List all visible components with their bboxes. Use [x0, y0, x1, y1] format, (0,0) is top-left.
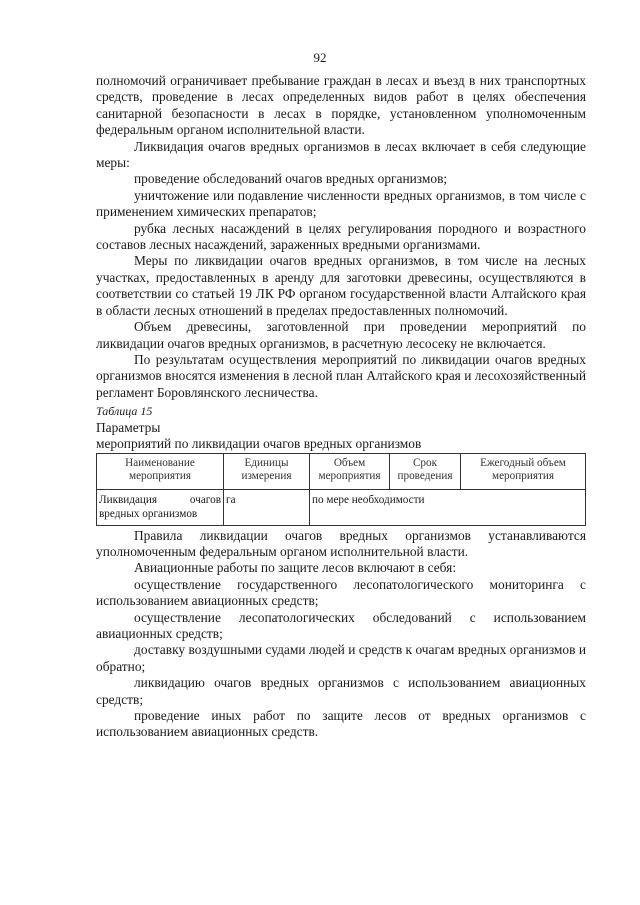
list-item: ликвидацию очагов вредных организмов с использованием авиационных средств;	[96, 675, 586, 707]
document-body	[96, 73, 586, 741]
table-row	[97, 489, 586, 525]
cell-name: Ликвидация очагов вредных организмов	[97, 489, 224, 525]
paragraphs-after	[96, 528, 586, 741]
header-name: Наименование мероприятия	[97, 453, 224, 489]
paragraph: По результатам осуществления мероприятий по ликвидации очагов вредных организмов вносятся изменения в лесной план Алтайского края и лесохозяйственный регламент Боровлянского лесничества.	[96, 351, 586, 400]
table-label: Таблица 15	[96, 404, 153, 419]
list-item: доставку воздушными судами людей и средств к очагам вредных организмов и обратно;	[96, 642, 586, 674]
paragraph: Объем древесины, заготовленной при проведении мероприятий по ликвидации очагов вредных организмов, в расчетную лесосеку не включается.	[96, 319, 586, 351]
header-volume: Объем мероприятия	[310, 453, 390, 489]
paragraph: Меры по ликвидации очагов вредных организмов, в том числе на лесных участках, предоставленных в аренду для заготовки древесины, осуществляются в соответствии со статьей 19 ЛК РФ органом государственной власти Алтайского края в области лесных отношений в пределах предоставленных полномочий.	[96, 253, 586, 318]
paragraphs-before	[96, 73, 586, 401]
table-title-line2: мероприятий по ликвидации очагов вредных организмов	[96, 435, 422, 451]
cell-unit: га	[224, 489, 310, 525]
list-item: рубка лесных насаждений в целях регулирования породного и возрастного составов лесных насаждений, зараженных вредными организмами.	[96, 220, 586, 253]
header-unit: Единицы измерения	[224, 453, 310, 489]
page-number: 92	[313, 50, 327, 65]
list-item: осуществление лесопатологических обследований с использованием авиационных средств;	[96, 609, 586, 641]
list-item: проведение иных работ по защите лесов от вредных организмов с использованием авиационных средств.	[96, 708, 586, 740]
paragraph: Авиационные работы по защите лесов включают в себя:	[134, 560, 457, 576]
paragraph: Ликвидация очагов вредных организмов в лесах включает в себя следующие меры:	[96, 138, 586, 171]
cell-volume: по мере необходимости	[310, 489, 586, 525]
header-term: Срок проведения	[390, 453, 461, 489]
list-item: проведение обследований очагов вредных организмов;	[134, 171, 448, 187]
list-item: осуществление государственного лесопатологического мониторинга с использованием авиационных средств;	[96, 576, 586, 609]
list-item: уничтожение или подавление численности вредных организмов, в том числе с применением химических препаратов;	[96, 187, 586, 220]
parameters-table	[96, 453, 586, 526]
paragraph: полномочий ограничивает пребывание граждан в лесах и въезд в них транспортных средств, проведение в лесах определенных видов работ в целях обеспечения санитарной безопасности в лесах в порядке, установленном уполномоченным федеральным органом исполнительной власти.	[96, 73, 586, 138]
header-annual-volume: Ежегодный объем мероприятия	[461, 453, 586, 489]
paragraph: Правила ликвидации очагов вредных организмов устанавливаются уполномоченным федеральным органом исполнительной власти.	[96, 527, 586, 559]
table-header-row	[97, 453, 586, 489]
table-title-line1: Параметры	[96, 419, 161, 435]
